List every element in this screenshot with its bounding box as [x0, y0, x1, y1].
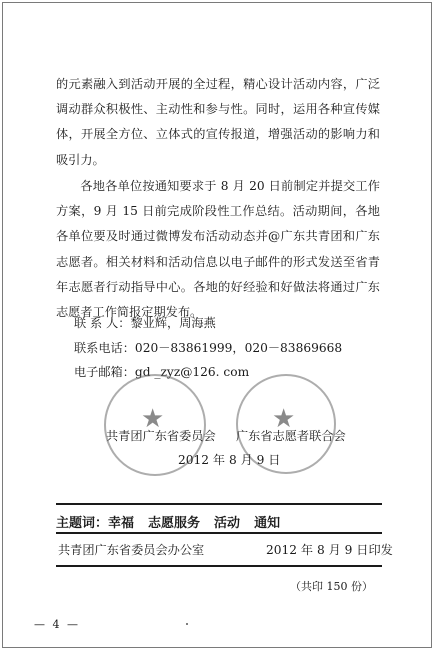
subject-keywords — [56, 512, 294, 531]
divider-footer — [56, 565, 382, 567]
seal-star-icon: ★ — [141, 404, 165, 434]
body-paragraph-1: 的元素融入到活动开展的全过程，精心设计活动内容，广泛调动群众积极性、主动性和参与性。同时，运用各种宣传媒体，开展全方位、立体式的宣传报道，增强活动的影响力和吸引力。 — [56, 77, 380, 167]
contact-phone: 联系电话：020－83861999，020－83869668 — [74, 341, 343, 355]
body-paragraph-2: 各地各单位按通知要求于 8 月 20 日前制定并提交工作方案，9 月 15 日前完成阶段性工作总结。活动期间，各地各单位要及时通过微博发布活动动态并@广东共青团和广东志愿者。相关材料和活动信息以电子邮件的形式发送至省青年志愿者行动指导中心。各地的好经验和好做法将通过广东志愿者工作简报定期发布。 — [56, 179, 380, 320]
contact-email: 电子邮箱：gd _zyz@126. com — [74, 365, 250, 379]
page-number: — 4 — — [34, 618, 80, 631]
seal-star-icon: ★ — [272, 404, 296, 434]
print-copies: （共印 150 份） — [290, 580, 373, 593]
signature-org-2: 广东省志愿者联合会 — [236, 429, 346, 443]
contact-person: 联 系 人：黎业辉，周海燕 — [74, 316, 216, 330]
keywords-label: 主题词： — [56, 516, 109, 531]
scan-speck — [186, 623, 188, 625]
divider-keywords — [56, 532, 382, 534]
signature-org-1: 共青团广东省委员会 — [106, 429, 216, 443]
keyword-item: 通知 — [254, 516, 281, 531]
keyword-item: 活动 — [214, 516, 241, 531]
issue-date: 2012 年 8 月 9 日印发 — [266, 543, 393, 557]
issuer-office: 共青团广东省委员会办公室 — [58, 543, 205, 557]
divider-top — [56, 503, 382, 505]
signature-date: 2012 年 8 月 9 日 — [178, 453, 281, 467]
keyword-item: 幸福 — [108, 516, 135, 531]
keyword-item: 志愿服务 — [148, 516, 201, 531]
